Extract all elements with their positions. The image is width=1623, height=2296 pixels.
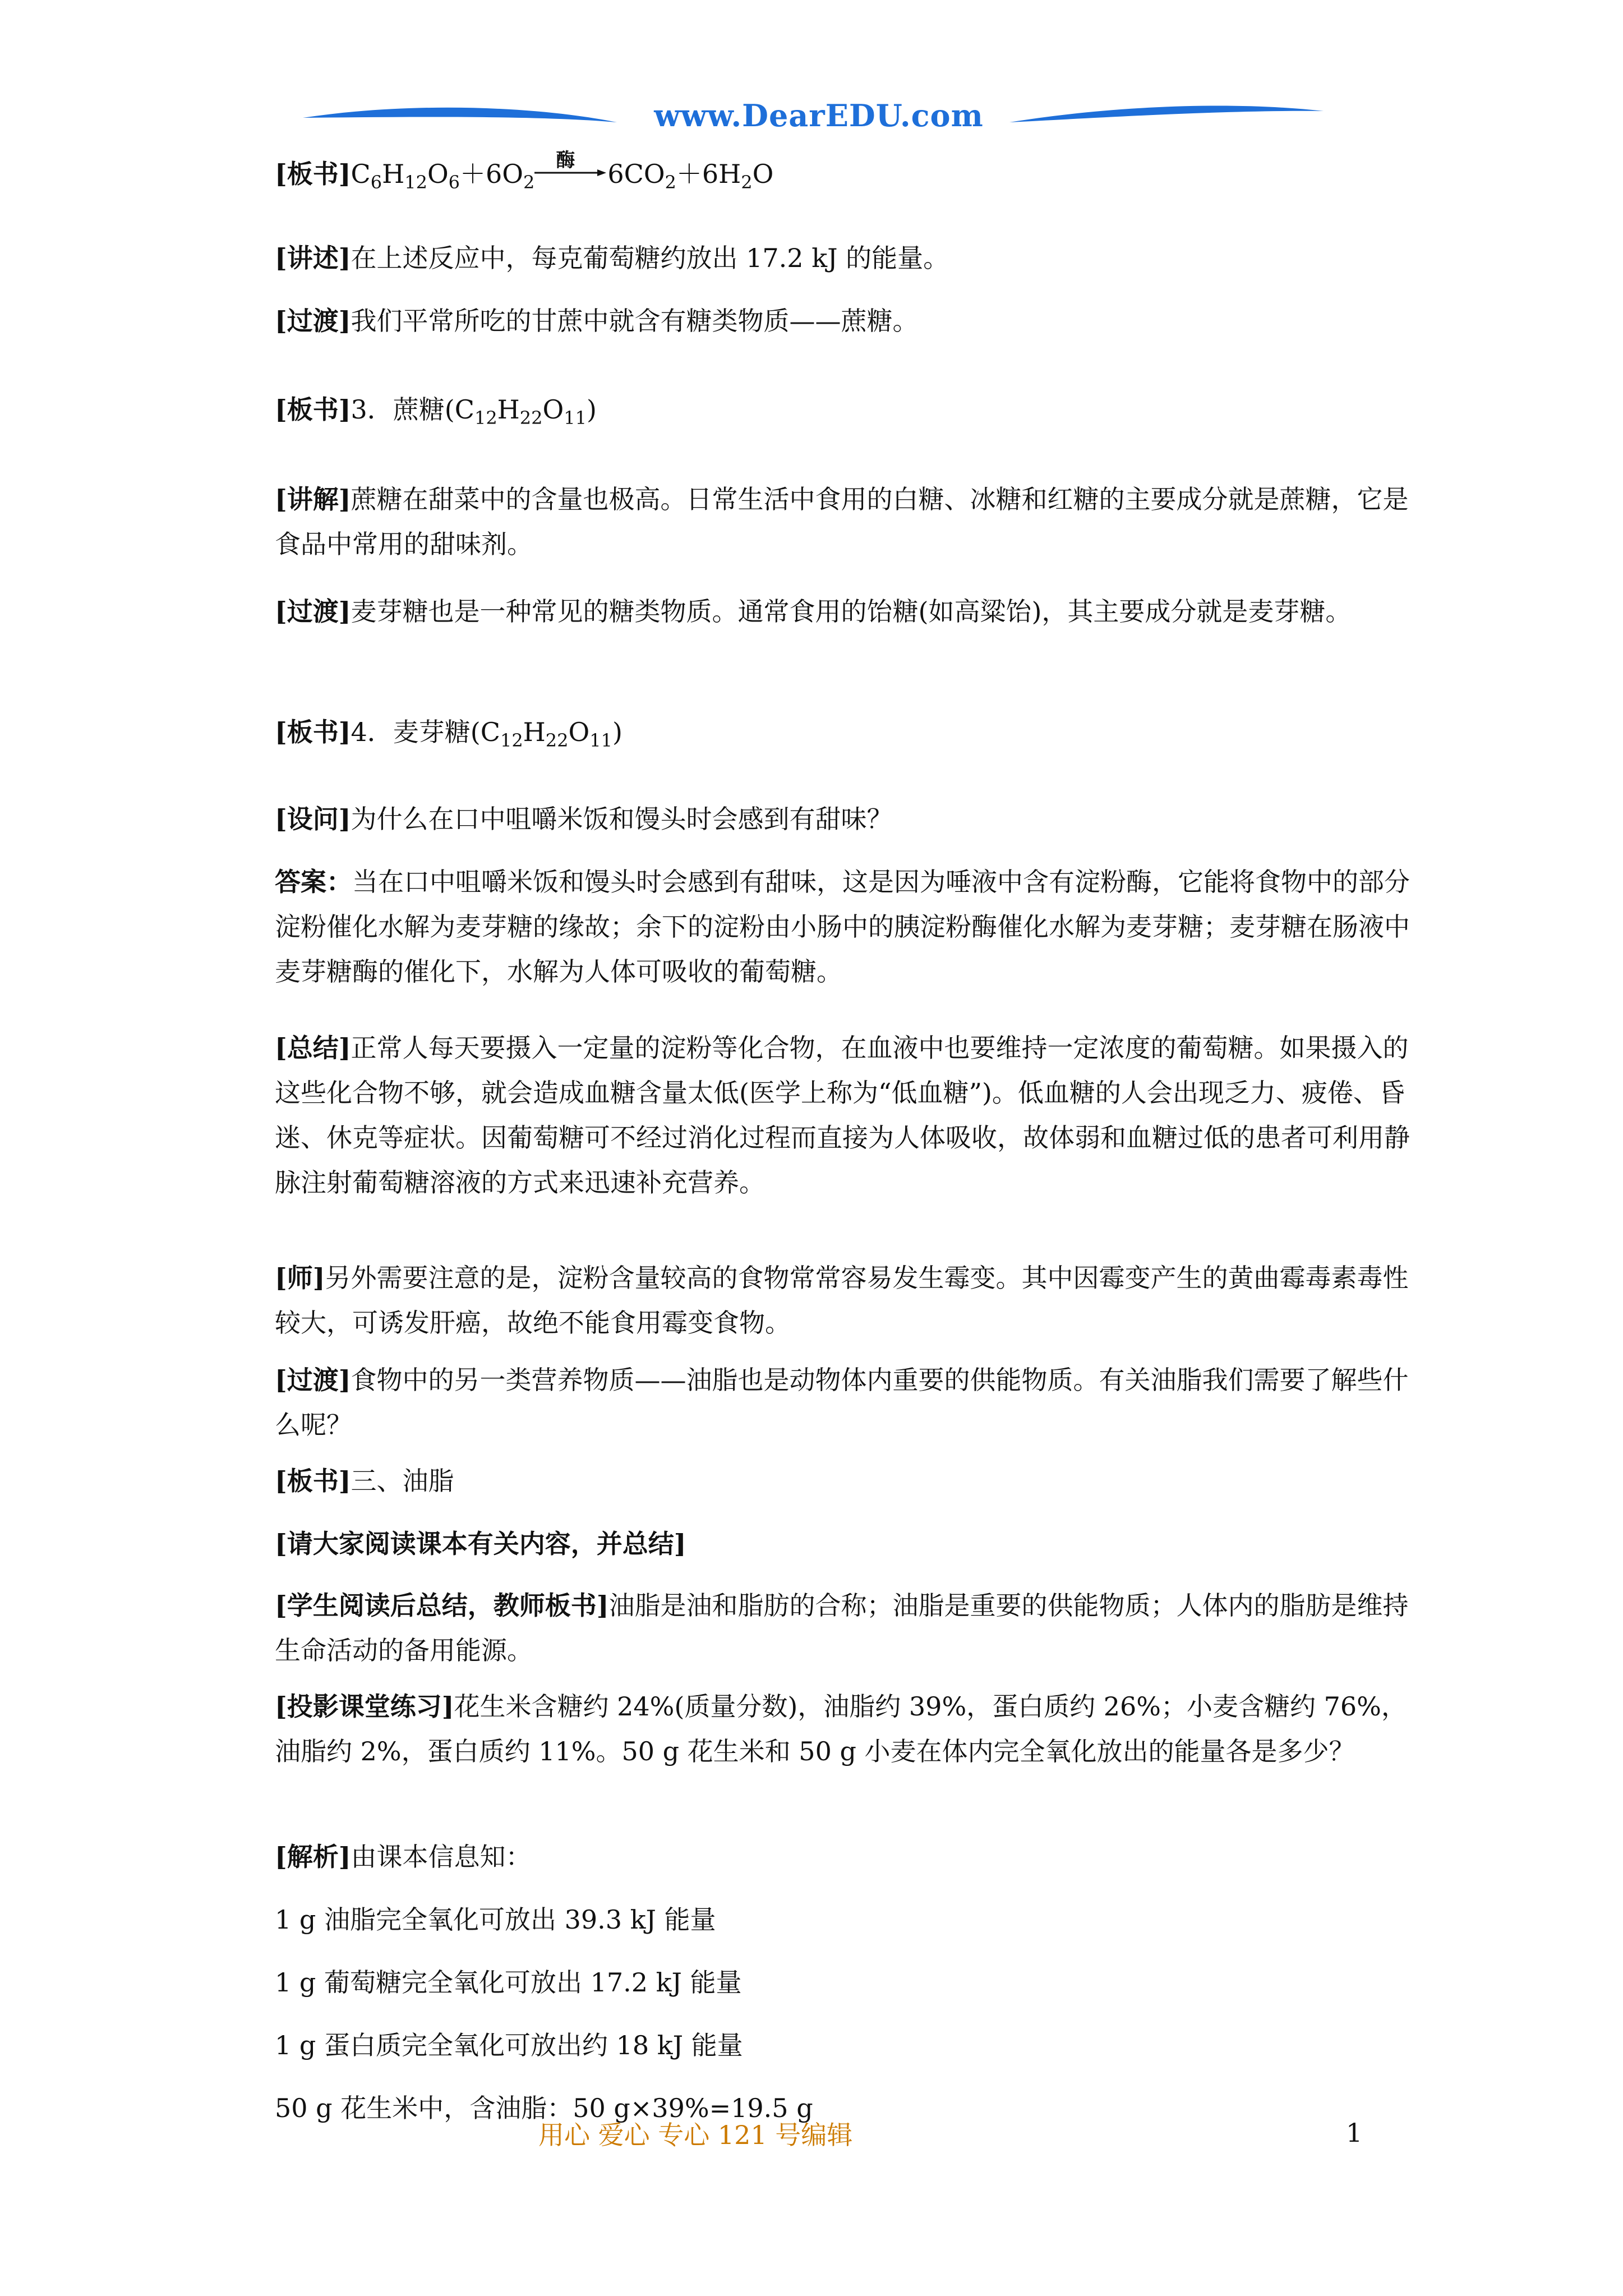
eq-text: ＋6H (676, 159, 741, 189)
eq-text: O (752, 159, 774, 189)
paragraph-text: 当在口中咀嚼米饭和馒头时会感到有甜味，这是因为唾液中含有淀粉酶，它能将食物中的部分淀粉催化水解为麦芽糖的缘故；余下的淀粉由小肠中的胰淀粉酶催化水解为麦芽糖；麦芽糖在肠液中麦芽糖酶的催化下，水解为人体可吸收的葡萄糖。 (275, 867, 1410, 987)
paragraph (275, 1897, 1413, 1942)
enzyme-label: 酶 (556, 149, 575, 172)
paragraph (275, 1960, 1413, 2005)
tag: [过渡] (275, 596, 351, 627)
paragraph (275, 1255, 1413, 1345)
paragraph (275, 589, 1413, 634)
paragraph-text: 食物中的另一类营养物质——油脂也是动物体内重要的供能物质。有关油脂我们需要了解些什么呢？ (275, 1365, 1409, 1440)
tag: [投影课堂练习] (275, 1691, 454, 1722)
paragraph-text: 1 g 蛋白质完全氧化可放出约 18 kJ 能量 (275, 2030, 743, 2060)
eq-sub: 12 (404, 172, 427, 193)
paragraph (275, 1684, 1413, 1774)
site-url-logo: www.DearEDU.com (654, 98, 984, 134)
eq-text: ＋6O (460, 159, 523, 189)
eq-sub: 2 (665, 172, 676, 193)
tag: [板书] (275, 1466, 351, 1496)
tag: [讲述] (275, 243, 351, 273)
eq-text: O (542, 394, 564, 425)
eq-sub: 6 (370, 172, 382, 193)
eq-sub: 11 (564, 407, 587, 429)
tag: [讲解] (275, 484, 351, 514)
eq-sub: 11 (589, 730, 612, 751)
eq-sub: 2 (523, 172, 535, 193)
eq-sub: 12 (500, 730, 523, 751)
paragraph-text: 三、油脂 (351, 1466, 454, 1496)
paragraph-text: 正常人每天要摄入一定量的淀粉等化合物，在血液中也要维持一定浓度的葡萄糖。如果摄入的这些化合物不够，就会造成血糖含量太低(医学上称为“低血糖”)。低血糖的人会出现乏力、疲倦、昏迷、休克等症状。因葡萄糖可不经过消化过程而直接为人体吸收，故体弱和血糖过低的患者可利用静脉注射葡萄糖溶液的方式来迅速补充营养。 (275, 1033, 1410, 1198)
tag-banshu: [板书] (275, 159, 351, 189)
paragraph (275, 1358, 1413, 1447)
tag: [解析] (275, 1842, 351, 1872)
paragraph-text: 油脂是油和脂肪的合称；油脂是重要的供能物质；人体内的脂肪是维持生命活动的备用能源。 (275, 1590, 1409, 1665)
formula-line (275, 387, 1413, 432)
paragraph-text: 1 g 葡萄糖完全氧化可放出 17.2 kJ 能量 (275, 1967, 742, 1998)
paragraph-text: 由课本信息知： (351, 1842, 532, 1872)
paragraph (275, 2023, 1413, 2068)
eq-text: 3．蔗糖(C (351, 394, 474, 425)
paragraph (275, 1834, 1413, 1879)
paragraph-text: 1 g 油脂完全氧化可放出 39.3 kJ 能量 (275, 1904, 716, 1935)
paragraph (275, 298, 1413, 343)
footer-editor-note: 用心 爱心 专心 121 号编辑 (538, 2120, 853, 2150)
paragraph (275, 1025, 1413, 1205)
eq-text: 6CO (607, 159, 665, 189)
paragraph-text: 另外需要注意的是，淀粉含量较高的食物常常容易发生霉变。其中因霉变产生的黄曲霉毒素毒性较大，可诱发肝癌，故绝不能食用霉变食物。 (275, 1263, 1409, 1338)
eq-text: H (382, 159, 405, 189)
eq-text: O (568, 717, 590, 747)
equation-line (275, 151, 1413, 196)
paragraph-text: 为什么在口中咀嚼米饭和馒头时会感到有甜味？ (351, 804, 893, 834)
paragraph (275, 236, 1413, 280)
tag: [设问] (275, 804, 351, 834)
formula-line (275, 710, 1413, 754)
paragraph-text: 在上述反应中，每克葡萄糖约放出 17.2 kJ 的能量。 (351, 243, 949, 273)
eq-sub: 6 (448, 172, 460, 193)
paragraph (275, 1583, 1413, 1673)
answer-paragraph (275, 859, 1413, 994)
page-number: 1 (1346, 2118, 1363, 2148)
tag: [总结] (275, 1033, 351, 1063)
eq-text: ) (612, 717, 623, 747)
paragraph-text: 我们平常所吃的甘蔗中就含有糖类物质——蔗糖。 (351, 306, 919, 336)
tag: [过渡] (275, 306, 351, 336)
eq-text: C (351, 159, 371, 189)
eq-sub: 22 (519, 407, 543, 429)
eq-text: H (523, 717, 546, 747)
tag: [请大家阅读课本有关内容，并总结] (275, 1529, 686, 1559)
paragraph-text: 麦芽糖也是一种常见的糖类物质。通常食用的饴糖(如高粱饴)，其主要成分就是麦芽糖。 (351, 596, 1352, 627)
eq-sub: 2 (741, 172, 753, 193)
site-header-banner (303, 95, 1324, 146)
paragraph (275, 477, 1413, 567)
tag: [过渡] (275, 1365, 351, 1395)
paragraph (275, 797, 1413, 841)
tag: [板书] (275, 394, 351, 425)
paragraph-text: 花生米含糖约 24%(质量分数)，油脂约 39%，蛋白质约 26%；小麦含糖约 76%，油脂约 2%，蛋白质约 11%。50 g 花生米和 50 g 小麦在体内完全氧化放出的能量各是多少？ (275, 1691, 1407, 1766)
paragraph (275, 1521, 1413, 1566)
eq-sub: 22 (545, 730, 569, 751)
reaction-arrow-icon (534, 149, 607, 186)
paragraph-text: 50 g 花生米中，含油脂：50 g×39%=19.5 g (275, 2093, 813, 2123)
answer-label: 答案： (275, 867, 352, 897)
eq-text: ) (586, 394, 597, 425)
paragraph-text: 蔗糖在甜菜中的含量也极高。日常生活中食用的白糖、冰糖和红糖的主要成分就是蔗糖，它是食品中常用的甜味剂。 (275, 484, 1409, 559)
eq-text: H (497, 394, 520, 425)
eq-sub: 12 (474, 407, 497, 429)
paragraph (275, 1458, 1413, 1503)
eq-text: 4．麦芽糖(C (351, 717, 500, 747)
tag: [板书] (275, 717, 351, 747)
tag: [学生阅读后总结，教师板书] (275, 1590, 609, 1621)
tag: [师] (275, 1263, 325, 1293)
eq-text: O (427, 159, 449, 189)
